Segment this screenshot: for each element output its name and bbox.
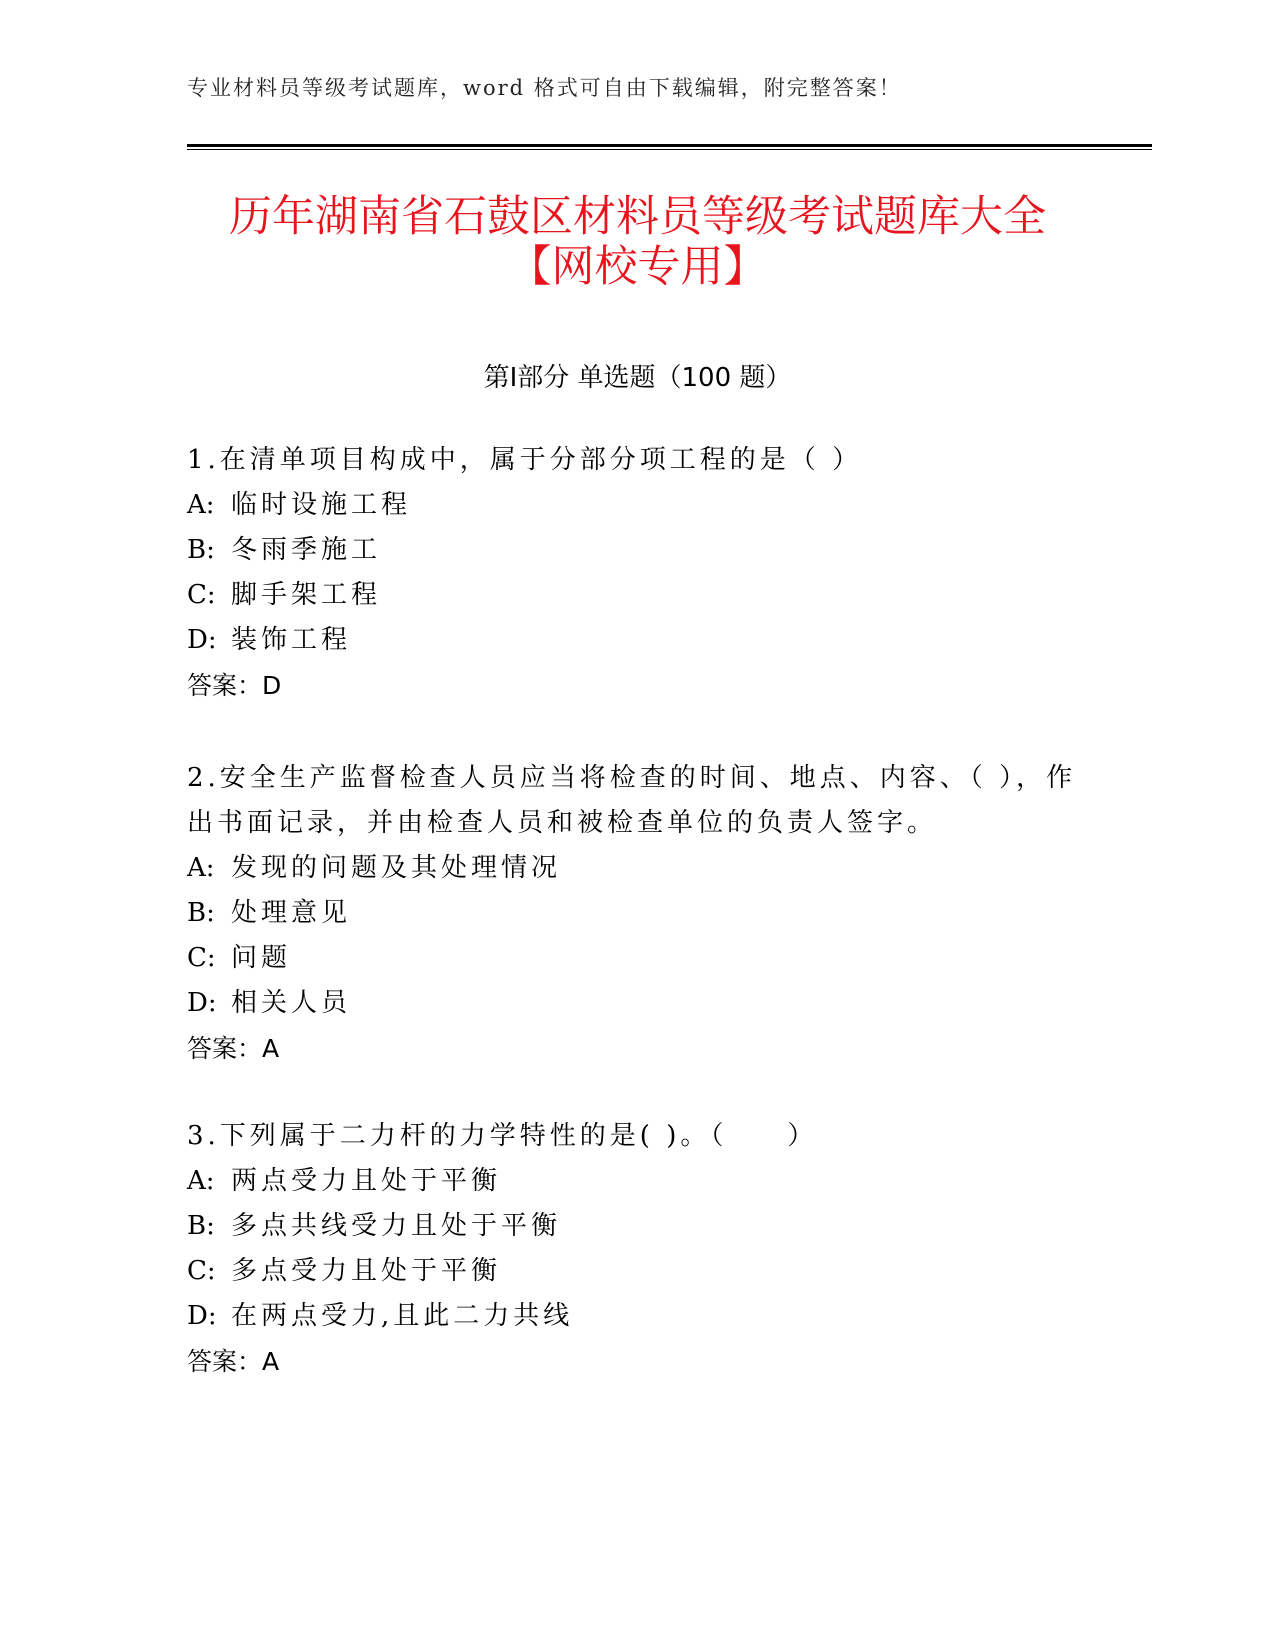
option-letter: B: <box>187 1211 215 1241</box>
header-note: 专业材料员等级考试题库，word 格式可自由下载编辑，附完整答案！ <box>187 76 902 100</box>
question-stem: 3.下列属于二力杆的力学特性的是( )。（ ） <box>187 1121 818 1151</box>
option-c <box>187 936 1087 981</box>
option-c <box>187 1249 1087 1294</box>
option-letter: D: <box>187 988 217 1018</box>
option-b <box>187 891 1087 936</box>
option-letter: B: <box>187 898 215 928</box>
option-letter: A: <box>187 1166 215 1196</box>
option-text: 发现的问题及其处理情况 <box>231 853 562 883</box>
option-text: 相关人员 <box>231 988 352 1018</box>
answer-line: 答案：A <box>187 1347 280 1376</box>
option-c <box>187 573 1087 618</box>
option-text: 装饰工程 <box>231 625 352 655</box>
option-letter: B: <box>187 535 215 565</box>
section-title: 第Ⅰ部分 单选题（100 题） <box>483 363 792 393</box>
option-letter: C: <box>187 580 216 610</box>
question-1 <box>187 438 1087 708</box>
option-text: 问题 <box>231 943 292 973</box>
option-text: 处理意见 <box>231 898 352 928</box>
option-text: 多点受力且处于平衡 <box>231 1256 502 1286</box>
option-letter: C: <box>187 1256 216 1286</box>
option-a <box>187 483 1087 528</box>
option-d <box>187 618 1087 663</box>
option-d <box>187 1294 1087 1339</box>
option-b <box>187 528 1087 573</box>
option-text: 脚手架工程 <box>231 580 382 610</box>
option-text: 两点受力且处于平衡 <box>231 1166 502 1196</box>
question-stem: 2.安全生产监督检查人员应当将检查的时间、地点、内容、（ ），作出书面记录，并由检查人员和被检查单位的负责人签字。 <box>187 763 1077 838</box>
question-stem: 1.在清单项目构成中，属于分部分项工程的是（ ） <box>187 445 863 475</box>
option-letter: D: <box>187 625 217 655</box>
answer-line: 答案：A <box>187 1034 280 1063</box>
answer-line: 答案：D <box>187 671 282 700</box>
option-text: 在两点受力,且此二力共线 <box>231 1301 574 1331</box>
document-title: 历年湖南省石鼓区材料员等级考试题库大全【网校专用】 <box>229 192 1046 292</box>
option-letter: C: <box>187 943 216 973</box>
option-d <box>187 981 1087 1026</box>
option-text: 冬雨季施工 <box>231 535 382 565</box>
option-a <box>187 1159 1087 1204</box>
header-divider-thin <box>187 149 1152 150</box>
option-b <box>187 1204 1087 1249</box>
option-letter: D: <box>187 1301 217 1331</box>
option-a <box>187 846 1087 891</box>
question-2 <box>187 756 1087 1071</box>
option-letter: A: <box>187 853 215 883</box>
option-text: 临时设施工程 <box>231 490 412 520</box>
header-divider-thick <box>187 144 1152 147</box>
option-text: 多点共线受力且处于平衡 <box>231 1211 562 1241</box>
question-3 <box>187 1114 1087 1384</box>
option-letter: A: <box>187 490 215 520</box>
